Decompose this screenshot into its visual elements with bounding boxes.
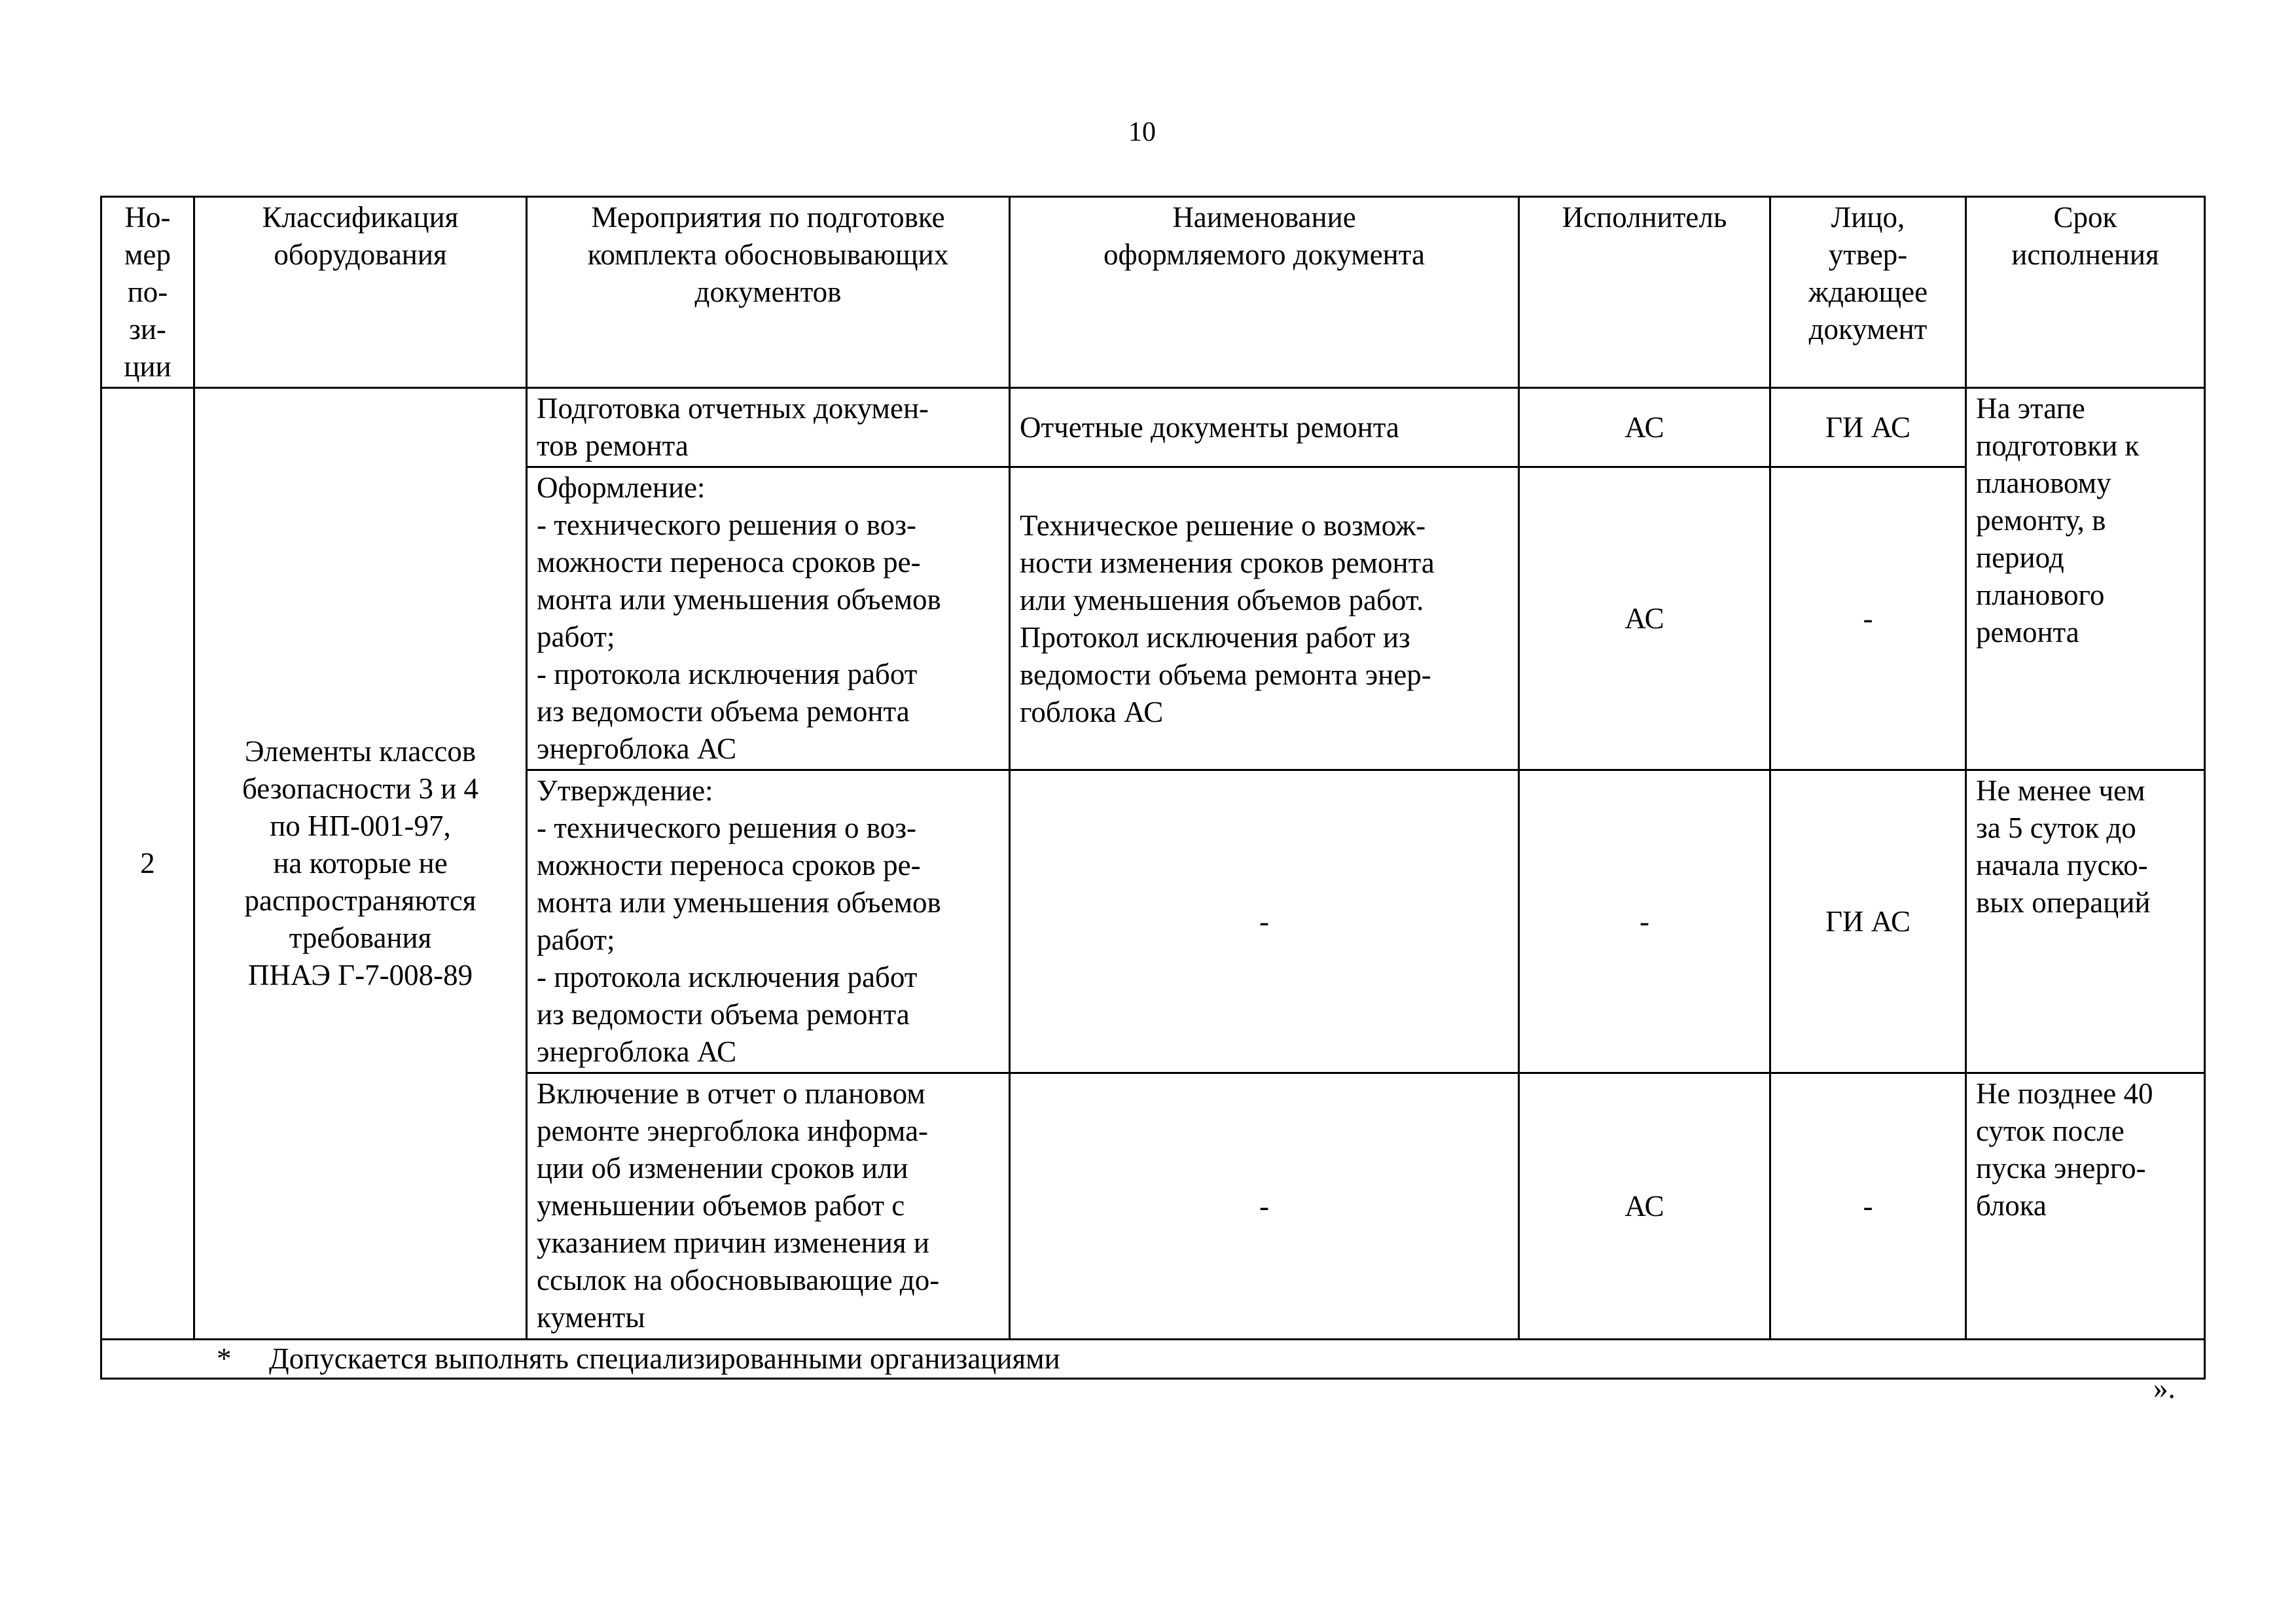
activity-cell: Подготовка отчетных докумен- тов ремонта	[527, 388, 1010, 467]
table-header-row	[101, 197, 2205, 388]
executor-cell: АС	[1519, 467, 1770, 770]
deadline-cell: Не менее чем за 5 суток до начала пуско- вых операций	[1966, 770, 2205, 1073]
document-cell: -	[1010, 1073, 1519, 1340]
executor-cell: АС	[1519, 388, 1770, 467]
footnote	[101, 1340, 2205, 1379]
header-deadline: Срок исполнения	[1966, 197, 2205, 388]
header-approver: Лицо, утвер- ждающее документ	[1770, 197, 1966, 388]
header-position-number: Но- мер по- зи- ции	[101, 197, 194, 388]
header-activities: Мероприятия по подготовке комплекта обосновывающих документов	[527, 197, 1010, 388]
equipment-classification: Элементы классов безопасности 3 и 4 по НП-001-97, на которые не распространяются требования ПНАЭ Г-7-008-89	[194, 388, 527, 1340]
table-row	[101, 388, 2205, 467]
document-cell: Техническое решение о возмож- ности изменения сроков ремонта или уменьшения объемов работ. Протокол исключения работ из ведомости объема ремонта энер- гоблока АС	[1010, 467, 1519, 770]
executor-cell: АС	[1519, 1073, 1770, 1340]
page-number: 10	[1128, 117, 1156, 147]
approver-cell: -	[1770, 1073, 1966, 1340]
header-classification: Классификация оборудования	[194, 197, 527, 388]
footnote-mark: *	[217, 1342, 232, 1375]
header-document-name: Наименование оформляемого документа	[1010, 197, 1519, 388]
approver-cell: ГИ АС	[1770, 388, 1966, 467]
activity-cell: Утверждение: - технического решения о воз- можности переноса сроков ре- монта или уменьшения объемов работ; - протокола исключения работ из ведомости объема ремонта энергоблока АС	[527, 770, 1010, 1073]
activity-cell: Включение в отчет о плановом ремонте энергоблока информа- ции об изменении сроков или уменьшении объемов работ с указанием причин изменения и ссылок на обосновывающие до- кументы	[527, 1073, 1010, 1340]
footnote-text: Допускается выполнять специализированными организациями	[269, 1342, 1060, 1375]
position-number: 2	[101, 388, 194, 1340]
activity-cell: Оформление: - технического решения о воз- можности переноса сроков ре- монта или уменьшения объемов работ; - протокола исключения работ из ведомости объема ремонта энергоблока АС	[527, 467, 1010, 770]
footnote-row	[101, 1340, 2205, 1379]
document-cell: Отчетные документы ремонта	[1010, 388, 1519, 467]
deadline-cell: На этапе подготовки к плановому ремонту, в период планового ремонта	[1966, 388, 2205, 770]
approver-cell: -	[1770, 467, 1966, 770]
approver-cell: ГИ АС	[1770, 770, 1966, 1073]
document-cell: -	[1010, 770, 1519, 1073]
deadline-cell: Не позднее 40 суток после пуска энерго- блока	[1966, 1073, 2205, 1340]
executor-cell: -	[1519, 770, 1770, 1073]
closing-quote: ».	[2153, 1372, 2176, 1404]
header-executor: Исполнитель	[1519, 197, 1770, 388]
activities-table	[100, 196, 2206, 1380]
